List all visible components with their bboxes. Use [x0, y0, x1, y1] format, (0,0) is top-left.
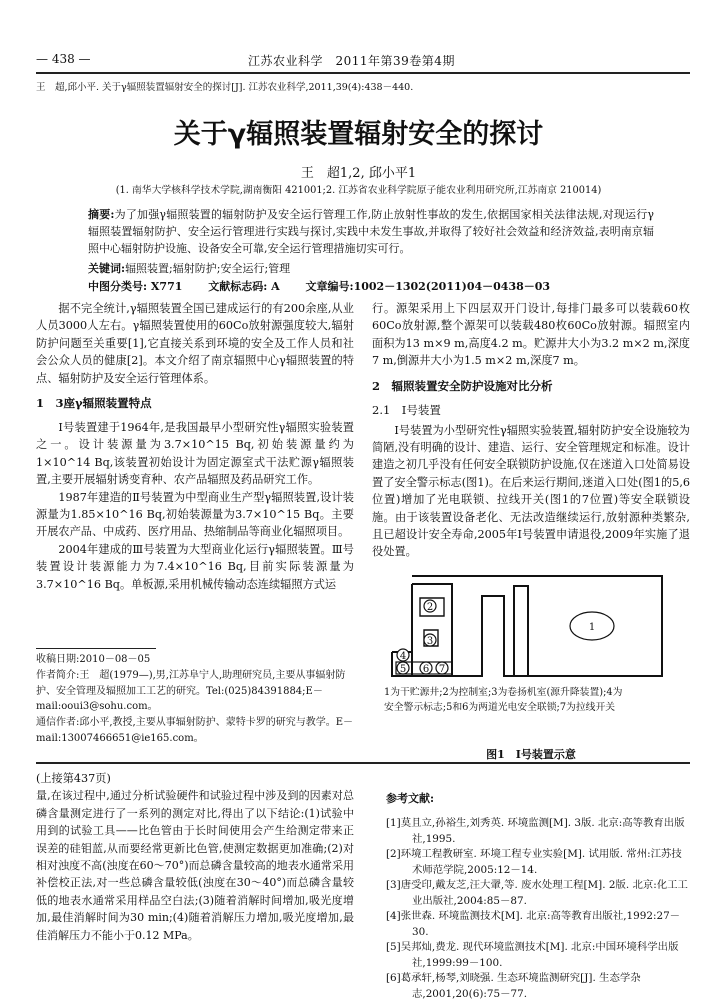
- clc-number: 中图分类号: X771: [88, 280, 183, 293]
- reference-item: [6]葛承轩,杨琴,刘晓强. 生态环境监测研究[J]. 生态学杂志,2001,20(6):75－77.: [386, 972, 641, 1000]
- paragraph-device-1-safety: Ⅰ号装置为小型研究性γ辐照实验装置,辐射防护安全设施较为简陋,没有明确的设计、建造、运行、安全管理规定和标准。设计建造之初几乎没有任何安全联锁防护设施,仅在迷道入口处简易设置了安全警示标志(图1)。在后来运行期间,迷道入口处(图1的5,6位置)增加了光电联锁、拉线开关(图1的7位置)等安全联锁设施。由于该装置设备老化、无法改造继续运行,放射源种类繁杂,且已超设计安全寿命,2005年Ⅰ号装置申请退役,2009年实施了退役处置。: [372, 423, 690, 559]
- article-title: 关于γ辐照装置辐射安全的探讨: [173, 119, 544, 150]
- page-number: — 438 —: [36, 52, 91, 66]
- figure-label-2: 2: [426, 602, 434, 613]
- doc-code: 文献标志码: A: [208, 280, 280, 293]
- right-column: [372, 300, 690, 561]
- continued-text: 量,在该过程中,通过分析试验硬件和试验过程中涉及到的因素对总磷含量测定进行了一系列的测定对比,得出了以下结论:(1)试验中用到的试验工具——比色管由于长时间使用会产生给测定带来正误差的硅钼蓝,从而要经常更新比色管,使测定数据更加准确;(2)对相对浊度不高(浊度在60～70°)而总磷含量较高的地表水通常采用补偿校正法,对一些总磷含量较低(浊度在30～40°)而总磷含量较低的地表水通常采用样品空白法;(3)随着消解时间增加,吸光度增加,最佳消解时间为30 min;(4)随着消解压力增加,吸光度增加,最佳消解压力不能小于0.12 MPa。: [36, 789, 354, 942]
- reference-item: [1]莫且立,孙裕生,刘秀英. 环境监测[M]. 3版. 北京:高等教育出版社,1995.: [386, 817, 685, 845]
- paragraph-device-2: 1987年建造的Ⅱ号装置为中型商业生产型γ辐照装置,设计装源量为1.85×10^16 Bq,初始装源量为3.7×10^15 Bq。主要开展农产品、中成药、医疗用品、热缩制品等商业化辐照项目。: [36, 490, 354, 539]
- references-title: 参考文献:: [386, 792, 435, 805]
- left-column: [36, 300, 354, 593]
- reference-item: [2]环境工程教研室. 环境工程专业实验[M]. 试用版. 常州:江苏技术师范学院,2005:12－14.: [386, 848, 682, 876]
- paragraph-source-rack: 行。源架采用上下四层双开门设计,每排门最多可以装载60枚60Co放射源,整个源架可以装载480枚60Co放射源。辐照室内面积为13 m×9 m,高度4.2 m。贮源井大小为3.2 m×2 m,深度7 m,倒源井大小为1.5 m×2 m,深度7 m。: [372, 302, 690, 368]
- paragraph-device-3: 2004年建成的Ⅲ号装置为大型商业化运行γ辐照装置。Ⅲ号装置设计装源能力为7.4×10^16 Bq,目前实际装源量为3.7×10^16 Bq。单板源,采用机械传输动态连续辐照方式运: [36, 542, 354, 591]
- journal-header: 江苏农业科学 2011年第39卷第4期: [248, 54, 455, 68]
- abstract: [88, 206, 654, 257]
- received-date: 收稿日期:2010－08－05: [36, 654, 151, 665]
- abstract-label: 摘要:: [88, 208, 115, 221]
- figure-label-6: 6: [422, 664, 430, 675]
- affiliations: (1. 南华大学核科学技术学院,湖南衡阳 421001;2. 江苏省农业科学院原子能农业利用研究所,江苏南京 210014): [115, 185, 602, 196]
- figure-label-1: 1: [588, 622, 596, 633]
- reference-item: [5]吴邦灿,费龙. 现代环境监测技术[M]. 北京:中国环境科学出版社,1999:99－100.: [386, 941, 679, 969]
- figure-1-caption: 图1 Ⅰ号装置示意: [486, 748, 576, 761]
- reference-item: [4]张世森. 环境监测技术[M]. 北京:高等教育出版社,1992:27－30.: [386, 910, 681, 938]
- classification: [88, 278, 654, 294]
- keywords-text: 辐照装置;辐射防护;安全运行;管理: [125, 262, 291, 275]
- section-2-title: 2 辐照装置安全防护设施对比分析: [372, 378, 553, 393]
- author-bio: 作者简介:王 超(1979—),男,江苏阜宁人,助理研究员,主要从事辐射防护、安全管理及辐照加工工艺的研究。Tel:(025)84391884;E－mail:oouі3@sohu.com。: [36, 669, 346, 713]
- authors: 王 超1,2, 邱小平1: [300, 166, 417, 181]
- figure-label-4: 4: [399, 651, 407, 662]
- section-2-1-title: 2.1 Ⅰ号装置: [372, 402, 441, 417]
- paragraph-device-1: Ⅰ号装置建于1964年,是我国最早小型研究性γ辐照实验装置之一。设计装源量为3.7×10^15 Bq,初始装源量约为1×10^14 Bq,该装置初始设计为固定源室式干法贮源γ辐照装置,主要开展辐射诱变育种、农产品辐照及药品研究工作。: [36, 421, 354, 487]
- corresponding-author: 通信作者:邱小平,教授,主要从事辐射防护、蒙特卡罗的研究与教学。E－mail:13007466651@ie165.com。: [36, 717, 354, 744]
- keywords-label: 关键词:: [88, 262, 126, 275]
- section-1-title: 1 3座γ辐照装置特点: [36, 396, 152, 411]
- citation-line: 王 超,邱小平. 关于γ辐照装置辐射安全的探讨[J]. 江苏农业科学,2011,39(4):438－440.: [36, 82, 414, 93]
- abstract-text: 为了加强γ辐照装置的辐射防护及安全运行管理工作,防止放射性事故的发生,依据国家相关法律法规,对现运行γ辐照装置辐射防护、安全运行管理进行实践与探讨,实践中未发生事故,并取得了较好社会效益和经济效益,表明南京辐照中心辐射防护设施、设备安全可靠,安全运行管理措施切实可行。: [88, 208, 654, 255]
- figure-1-legend: 1为干贮源井;2为控制室;3为卷扬机室(源升降装置);4为安全警示标志;5和6为两道光电安全联锁;7为拉线开关: [384, 687, 623, 713]
- header-rule: [36, 72, 690, 74]
- references: [386, 790, 690, 1002]
- reference-item: [3]唐受印,戴友芝,汪大翬,等. 废水处理工程[M]. 2版. 北京:化工工业出版社,2004:85－87.: [386, 879, 688, 907]
- continued-article: [36, 770, 354, 944]
- section-separator: [36, 762, 690, 764]
- footnote: [36, 652, 354, 747]
- figure-label-3: 3: [426, 636, 434, 647]
- article-number: 文章编号:1002－1302(2011)04－0438－03: [305, 280, 551, 293]
- keywords: [88, 260, 654, 277]
- continued-label: (上接第437页): [36, 772, 111, 785]
- figure-label-7: 7: [438, 664, 446, 675]
- footnote-rule: [36, 648, 156, 649]
- intro-paragraph: 据不完全统计,γ辐照装置全国已建成运行的有200余座,从业人员3000人左右。γ辐照装置使用的60Co放射源强度较大,辐射防护问题至关重要[1],它直接关系到环境的安全及工作人员和社会公众人员的健康[2]。本文介绍了南京辐照中心γ辐照装置的特点、辐射防护及安全运行管理体系。: [36, 302, 354, 385]
- figure-label-5: 5: [399, 664, 407, 675]
- figure-1-diagram: [372, 572, 672, 684]
